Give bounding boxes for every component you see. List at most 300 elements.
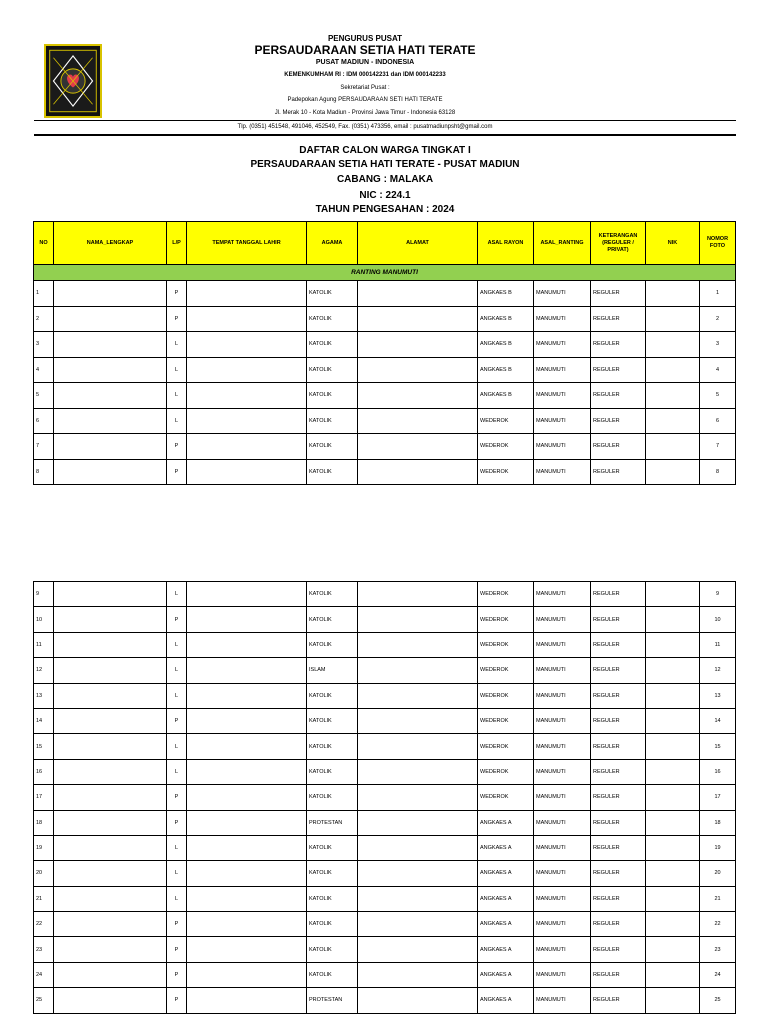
table-row	[34, 835, 736, 860]
table-row	[34, 306, 736, 332]
cell-ranting: MANUMUTI	[534, 357, 591, 383]
cell-nama	[54, 306, 167, 332]
col-header-foto: NOMOR FOTO	[700, 222, 736, 265]
cell-foto: 10	[700, 607, 736, 632]
cell-agama: KATOLIK	[307, 408, 358, 434]
table-row	[34, 810, 736, 835]
cell-no: 7	[34, 434, 54, 460]
table-row	[34, 734, 736, 759]
cell-nama	[54, 708, 167, 733]
cell-agama: KATOLIK	[307, 886, 358, 911]
document-subtitle: PERSAUDARAAN SETIA HATI TERATE - PUSAT MADIUN	[250, 159, 520, 170]
cell-alamat	[358, 632, 478, 657]
cell-nik	[646, 912, 700, 937]
cell-no: 21	[34, 886, 54, 911]
cell-nik	[646, 383, 700, 409]
cell-ttl	[187, 835, 307, 860]
cell-ranting: MANUMUTI	[534, 658, 591, 683]
cell-ttl	[187, 734, 307, 759]
cell-keterangan: REGULER	[591, 459, 646, 485]
psht-emblem-graphic	[46, 46, 100, 116]
cell-rayon: ANGKAES B	[478, 357, 534, 383]
cell-lp: L	[167, 861, 187, 886]
cell-rayon: ANGKAES B	[478, 306, 534, 332]
cell-foto: 15	[700, 734, 736, 759]
cell-lp: L	[167, 632, 187, 657]
cell-alamat	[358, 734, 478, 759]
letterhead-divider-thick	[34, 134, 736, 136]
cell-keterangan: REGULER	[591, 683, 646, 708]
cell-foto: 23	[700, 937, 736, 962]
cell-no: 2	[34, 306, 54, 332]
cell-foto: 19	[700, 835, 736, 860]
group-label: RANTING MANUMUTI	[34, 265, 736, 281]
cell-alamat	[358, 357, 478, 383]
cell-no: 23	[34, 937, 54, 962]
cell-agama: KATOLIK	[307, 383, 358, 409]
cell-ttl	[187, 988, 307, 1013]
cell-nik	[646, 357, 700, 383]
cell-lp: P	[167, 962, 187, 987]
cell-lp: L	[167, 383, 187, 409]
col-header-alamat: ALAMAT	[358, 222, 478, 265]
cell-ranting: MANUMUTI	[534, 861, 591, 886]
cell-keterangan: REGULER	[591, 332, 646, 358]
cell-nik	[646, 332, 700, 358]
cell-rayon: ANGKAES A	[478, 988, 534, 1013]
cell-rayon: WEDEROK	[478, 708, 534, 733]
cell-alamat	[358, 281, 478, 307]
cell-keterangan: REGULER	[591, 408, 646, 434]
cell-foto: 18	[700, 810, 736, 835]
cell-keterangan: REGULER	[591, 785, 646, 810]
cell-ranting: MANUMUTI	[534, 459, 591, 485]
table-row	[34, 683, 736, 708]
cell-nik	[646, 937, 700, 962]
cell-no: 17	[34, 785, 54, 810]
table-row	[34, 281, 736, 307]
cell-alamat	[358, 937, 478, 962]
cell-ranting: MANUMUTI	[534, 835, 591, 860]
letterhead-org-location: PUSAT MADIUN - INDONESIA	[315, 59, 415, 66]
cell-foto: 11	[700, 632, 736, 657]
cell-nama	[54, 810, 167, 835]
cell-alamat	[358, 912, 478, 937]
cell-alamat	[358, 582, 478, 607]
cell-keterangan: REGULER	[591, 434, 646, 460]
cell-ttl	[187, 708, 307, 733]
cell-keterangan: REGULER	[591, 810, 646, 835]
cell-agama: KATOLIK	[307, 962, 358, 987]
cell-alamat	[358, 988, 478, 1013]
cell-nama	[54, 937, 167, 962]
cell-lp: P	[167, 607, 187, 632]
cell-foto: 16	[700, 759, 736, 784]
cell-foto: 17	[700, 785, 736, 810]
cell-alamat	[358, 861, 478, 886]
cell-ranting: MANUMUTI	[534, 988, 591, 1013]
cell-nik	[646, 434, 700, 460]
cell-nama	[54, 912, 167, 937]
cell-foto: 13	[700, 683, 736, 708]
cell-no: 12	[34, 658, 54, 683]
table-row	[34, 459, 736, 485]
cell-rayon: WEDEROK	[478, 408, 534, 434]
cell-nik	[646, 759, 700, 784]
cell-keterangan: REGULER	[591, 734, 646, 759]
table-row	[34, 937, 736, 962]
cell-no: 24	[34, 962, 54, 987]
table-row	[34, 607, 736, 632]
cell-rayon: WEDEROK	[478, 658, 534, 683]
col-header-lp: L/P	[167, 222, 187, 265]
cell-ranting: MANUMUTI	[534, 912, 591, 937]
cell-agama: KATOLIK	[307, 937, 358, 962]
cell-rayon: ANGKAES A	[478, 861, 534, 886]
cell-keterangan: REGULER	[591, 383, 646, 409]
cell-nama	[54, 434, 167, 460]
cell-alamat	[358, 607, 478, 632]
table-row	[34, 434, 736, 460]
table-row	[34, 383, 736, 409]
cell-ttl	[187, 306, 307, 332]
cell-nik	[646, 607, 700, 632]
cell-foto: 22	[700, 912, 736, 937]
cell-ttl	[187, 434, 307, 460]
cell-alamat	[358, 383, 478, 409]
cell-agama: PROTESTAN	[307, 988, 358, 1013]
cell-nama	[54, 459, 167, 485]
cell-lp: L	[167, 658, 187, 683]
cell-agama: KATOLIK	[307, 759, 358, 784]
col-header-ttl: TEMPAT TANGGAL LAHIR	[187, 222, 307, 265]
cell-foto: 2	[700, 306, 736, 332]
col-header-no: NO	[34, 222, 54, 265]
cell-lp: L	[167, 357, 187, 383]
cell-lp: P	[167, 912, 187, 937]
cell-rayon: ANGKAES A	[478, 886, 534, 911]
letterhead-org-name: PERSAUDARAAN SETIA HATI TERATE	[254, 43, 476, 57]
cell-rayon: WEDEROK	[478, 607, 534, 632]
cell-ranting: MANUMUTI	[534, 937, 591, 962]
cell-lp: P	[167, 708, 187, 733]
cell-keterangan: REGULER	[591, 708, 646, 733]
table-row	[34, 785, 736, 810]
cell-ranting: MANUMUTI	[534, 759, 591, 784]
table-row	[34, 962, 736, 987]
cell-agama: KATOLIK	[307, 332, 358, 358]
cell-alamat	[358, 785, 478, 810]
cell-nama	[54, 683, 167, 708]
cell-nama	[54, 835, 167, 860]
cell-rayon: WEDEROK	[478, 632, 534, 657]
table-row	[34, 708, 736, 733]
cell-nik	[646, 281, 700, 307]
cell-keterangan: REGULER	[591, 607, 646, 632]
cell-rayon: WEDEROK	[478, 734, 534, 759]
cell-lp: L	[167, 582, 187, 607]
cell-ranting: MANUMUTI	[534, 408, 591, 434]
document-nic: NIC : 224.1	[359, 190, 411, 201]
cell-lp: P	[167, 434, 187, 460]
cell-lp: P	[167, 306, 187, 332]
cell-ttl	[187, 759, 307, 784]
cell-rayon: WEDEROK	[478, 759, 534, 784]
cell-ttl	[187, 408, 307, 434]
cell-alamat	[358, 332, 478, 358]
letterhead-org-level: PENGURUS PUSAT	[327, 34, 403, 43]
cell-alamat	[358, 459, 478, 485]
cell-nik	[646, 785, 700, 810]
cell-keterangan: REGULER	[591, 988, 646, 1013]
cell-lp: P	[167, 281, 187, 307]
cell-lp: L	[167, 759, 187, 784]
cell-agama: KATOLIK	[307, 357, 358, 383]
table-row	[34, 408, 736, 434]
cell-keterangan: REGULER	[591, 937, 646, 962]
cell-foto: 20	[700, 861, 736, 886]
col-header-keterangan: KETERANGAN (REGULER / PRIVAT)	[591, 222, 646, 265]
cell-agama: KATOLIK	[307, 281, 358, 307]
cell-ttl	[187, 357, 307, 383]
cell-agama: KATOLIK	[307, 582, 358, 607]
cell-foto: 7	[700, 434, 736, 460]
cell-alamat	[358, 408, 478, 434]
cell-ttl	[187, 281, 307, 307]
cell-nama	[54, 861, 167, 886]
cell-lp: P	[167, 988, 187, 1013]
cell-ranting: MANUMUTI	[534, 785, 591, 810]
cell-ttl	[187, 607, 307, 632]
cell-nik	[646, 632, 700, 657]
cell-rayon: WEDEROK	[478, 459, 534, 485]
cell-ttl	[187, 785, 307, 810]
cell-foto: 14	[700, 708, 736, 733]
cell-no: 11	[34, 632, 54, 657]
cell-nik	[646, 582, 700, 607]
cell-foto: 5	[700, 383, 736, 409]
cell-keterangan: REGULER	[591, 912, 646, 937]
cell-ttl	[187, 912, 307, 937]
cell-no: 10	[34, 607, 54, 632]
cell-ranting: MANUMUTI	[534, 306, 591, 332]
cell-alamat	[358, 835, 478, 860]
cell-keterangan: REGULER	[591, 582, 646, 607]
table-row	[34, 988, 736, 1013]
cell-ttl	[187, 886, 307, 911]
cell-rayon: ANGKAES B	[478, 332, 534, 358]
cell-nama	[54, 734, 167, 759]
document-year: TAHUN PENGESAHAN : 2024	[315, 204, 455, 215]
cell-no: 1	[34, 281, 54, 307]
cell-nama	[54, 607, 167, 632]
cell-keterangan: REGULER	[591, 658, 646, 683]
cell-nik	[646, 734, 700, 759]
cell-keterangan: REGULER	[591, 632, 646, 657]
cell-ranting: MANUMUTI	[534, 708, 591, 733]
cell-nama	[54, 988, 167, 1013]
cell-rayon: WEDEROK	[478, 434, 534, 460]
cell-agama: ISLAM	[307, 658, 358, 683]
cell-alamat	[358, 683, 478, 708]
cell-lp: P	[167, 459, 187, 485]
cell-ttl	[187, 632, 307, 657]
cell-keterangan: REGULER	[591, 759, 646, 784]
cell-nik	[646, 683, 700, 708]
table-row	[34, 332, 736, 358]
col-header-nama: NAMA_LENGKAP	[54, 222, 167, 265]
cell-agama: KATOLIK	[307, 912, 358, 937]
cell-ranting: MANUMUTI	[534, 734, 591, 759]
cell-foto: 24	[700, 962, 736, 987]
cell-no: 3	[34, 332, 54, 358]
candidate-table-page-2	[33, 581, 736, 1014]
cell-nama	[54, 658, 167, 683]
cell-rayon: ANGKAES A	[478, 937, 534, 962]
cell-ranting: MANUMUTI	[534, 383, 591, 409]
cell-ttl	[187, 962, 307, 987]
cell-lp: P	[167, 785, 187, 810]
col-header-rayon: ASAL RAYON	[478, 222, 534, 265]
cell-nama	[54, 886, 167, 911]
cell-no: 9	[34, 582, 54, 607]
cell-nama	[54, 785, 167, 810]
col-header-ranting: ASAL_RANTING	[534, 222, 591, 265]
cell-keterangan: REGULER	[591, 306, 646, 332]
table-row	[34, 886, 736, 911]
col-header-agama: AGAMA	[307, 222, 358, 265]
cell-nama	[54, 281, 167, 307]
cell-lp: L	[167, 835, 187, 860]
table-row	[34, 912, 736, 937]
cell-no: 8	[34, 459, 54, 485]
cell-agama: KATOLIK	[307, 306, 358, 332]
table-row	[34, 861, 736, 886]
cell-foto: 25	[700, 988, 736, 1013]
letterhead-secretariat-name: Padepokan Agung PERSAUDARAAN SETI HATI TERATE	[287, 97, 443, 103]
cell-ranting: MANUMUTI	[534, 886, 591, 911]
cell-no: 14	[34, 708, 54, 733]
cell-rayon: ANGKAES A	[478, 912, 534, 937]
cell-nik	[646, 810, 700, 835]
cell-agama: KATOLIK	[307, 434, 358, 460]
cell-ttl	[187, 658, 307, 683]
cell-no: 13	[34, 683, 54, 708]
cell-lp: L	[167, 734, 187, 759]
cell-ranting: MANUMUTI	[534, 332, 591, 358]
cell-keterangan: REGULER	[591, 281, 646, 307]
cell-agama: KATOLIK	[307, 632, 358, 657]
cell-rayon: WEDEROK	[478, 582, 534, 607]
col-header-nik: NIK	[646, 222, 700, 265]
cell-nama	[54, 383, 167, 409]
cell-foto: 6	[700, 408, 736, 434]
cell-alamat	[358, 708, 478, 733]
cell-no: 16	[34, 759, 54, 784]
cell-lp: L	[167, 886, 187, 911]
cell-agama: KATOLIK	[307, 835, 358, 860]
cell-nik	[646, 988, 700, 1013]
cell-foto: 4	[700, 357, 736, 383]
cell-agama: KATOLIK	[307, 708, 358, 733]
cell-foto: 1	[700, 281, 736, 307]
cell-keterangan: REGULER	[591, 861, 646, 886]
cell-rayon: ANGKAES A	[478, 810, 534, 835]
letterhead-secretariat-label: Sekretariat Pusat :	[340, 85, 390, 91]
table-row	[34, 632, 736, 657]
cell-agama: KATOLIK	[307, 861, 358, 886]
table-row	[34, 759, 736, 784]
cell-alamat	[358, 658, 478, 683]
cell-nik	[646, 306, 700, 332]
cell-ttl	[187, 937, 307, 962]
cell-lp: P	[167, 810, 187, 835]
cell-rayon: ANGKAES A	[478, 835, 534, 860]
cell-alamat	[358, 434, 478, 460]
cell-nama	[54, 632, 167, 657]
cell-nama	[54, 408, 167, 434]
cell-alamat	[358, 962, 478, 987]
cell-nik	[646, 708, 700, 733]
cell-rayon: ANGKAES A	[478, 962, 534, 987]
cell-nik	[646, 861, 700, 886]
cell-keterangan: REGULER	[591, 886, 646, 911]
cell-lp: L	[167, 332, 187, 358]
cell-foto: 3	[700, 332, 736, 358]
cell-ttl	[187, 459, 307, 485]
cell-alamat	[358, 810, 478, 835]
cell-no: 18	[34, 810, 54, 835]
cell-ranting: MANUMUTI	[534, 582, 591, 607]
cell-no: 15	[34, 734, 54, 759]
cell-agama: KATOLIK	[307, 607, 358, 632]
cell-ranting: MANUMUTI	[534, 810, 591, 835]
cell-ranting: MANUMUTI	[534, 632, 591, 657]
cell-no: 19	[34, 835, 54, 860]
cell-rayon: WEDEROK	[478, 683, 534, 708]
cell-nik	[646, 886, 700, 911]
letterhead-registration: KEMENKUMHAM RI : IDM 000142231 dan IDM 000142233	[284, 72, 446, 78]
cell-nik	[646, 835, 700, 860]
cell-agama: PROTESTAN	[307, 810, 358, 835]
cell-lp: L	[167, 408, 187, 434]
letterhead-contact: Tlp. (0351) 451548, 491046, 452549, Fax. (0351) 473356, email : pusatmadiunpsht@gmail.com	[237, 124, 493, 130]
cell-lp: L	[167, 683, 187, 708]
cell-ttl	[187, 582, 307, 607]
cell-ranting: MANUMUTI	[534, 607, 591, 632]
document-title: DAFTAR CALON WARGA TINGKAT I	[299, 145, 471, 156]
cell-foto: 21	[700, 886, 736, 911]
cell-no: 22	[34, 912, 54, 937]
table-header-row	[34, 222, 736, 265]
letterhead-divider-thin	[34, 120, 736, 121]
cell-keterangan: REGULER	[591, 835, 646, 860]
cell-keterangan: REGULER	[591, 357, 646, 383]
cell-no: 25	[34, 988, 54, 1013]
cell-no: 5	[34, 383, 54, 409]
cell-foto: 8	[700, 459, 736, 485]
cell-agama: KATOLIK	[307, 785, 358, 810]
cell-ttl	[187, 810, 307, 835]
cell-keterangan: REGULER	[591, 962, 646, 987]
group-row-ranting	[34, 265, 736, 281]
cell-ranting: MANUMUTI	[534, 281, 591, 307]
cell-ranting: MANUMUTI	[534, 434, 591, 460]
cell-ttl	[187, 332, 307, 358]
cell-no: 20	[34, 861, 54, 886]
cell-agama: KATOLIK	[307, 683, 358, 708]
cell-rayon: WEDEROK	[478, 785, 534, 810]
